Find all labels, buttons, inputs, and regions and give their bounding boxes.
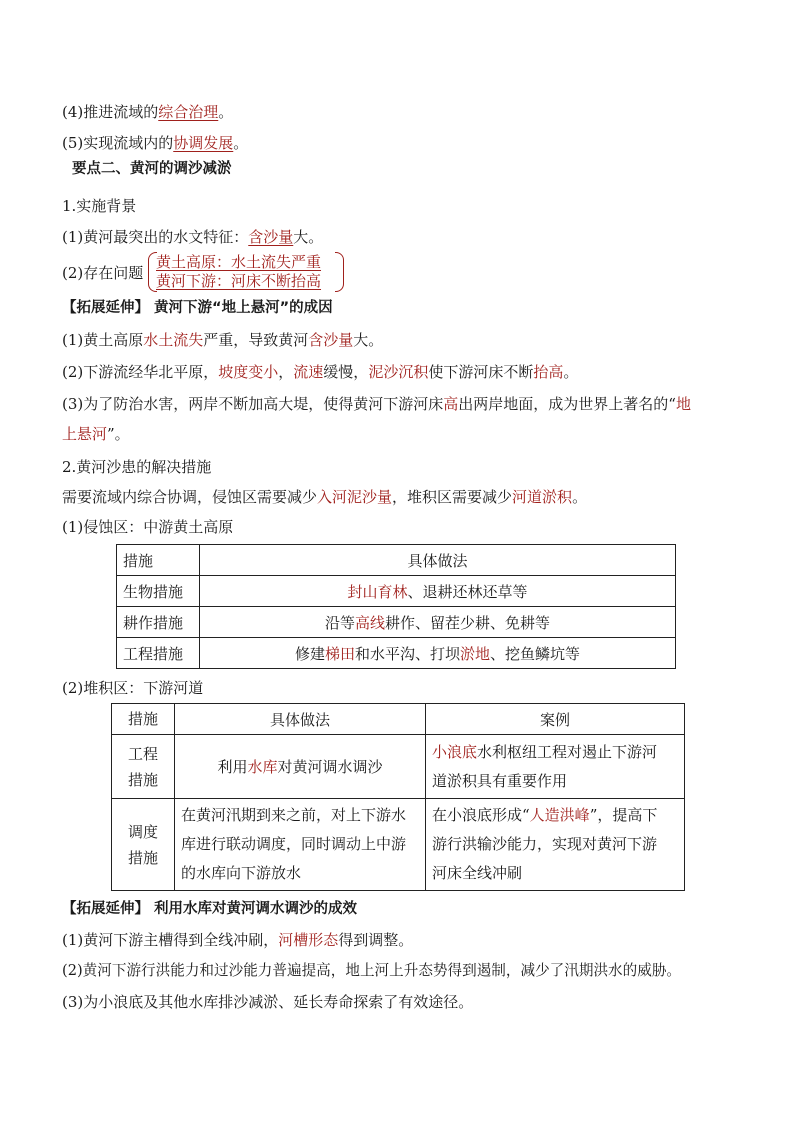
measure-detail: 利用水库对黄河调水调沙	[175, 735, 426, 799]
brace-item-2: 黄河下游：河床不断抬高	[156, 272, 322, 290]
subsection-2: 2.黄河沙患的解决措施	[62, 458, 212, 476]
table-header: 具体做法	[175, 704, 426, 735]
measure-name: 调度 措施	[112, 799, 175, 891]
table-row	[117, 638, 676, 669]
table-header: 具体做法	[200, 545, 676, 576]
measure-detail: 封山育林、退耕还林还草等	[200, 576, 676, 607]
effect-2: (2)黄河下游行洪能力和过沙能力普遍提高，地上河上升态势得到遏制，减少了汛期洪水的威胁。	[62, 962, 682, 979]
cause-3-cont: 上悬河”。	[62, 425, 130, 443]
deposition-area-label: (2)堆积区：下游河道	[62, 679, 204, 697]
extension-title-1: 【拓展延伸】 黄河下游“地上悬河”的成因	[62, 300, 333, 316]
cause-2: (2)下游流经华北平原，坡度变小，流速缓慢，泥沙沉积使下游河床不断抬高。	[62, 363, 579, 381]
table-row	[112, 799, 685, 891]
table-row	[112, 735, 685, 799]
measure-name: 工程 措施	[112, 735, 175, 799]
deposition-measures-table	[111, 703, 685, 891]
effect-1: (1)黄河下游主槽得到全线冲刷，河槽形态得到调整。	[62, 931, 414, 949]
subsection-1: 1.实施背景	[62, 197, 137, 215]
table-header: 案例	[426, 704, 685, 735]
feature-line: (1)黄河最突出的水文特征：含沙量大。	[62, 228, 324, 246]
problems-line: (2)存在问题	[62, 264, 144, 282]
table-header: 措施	[112, 704, 175, 735]
brace-right	[335, 252, 344, 292]
table-row	[117, 576, 676, 607]
effect-3: (3)为小浪底及其他水库排沙减淤、延长寿命探索了有效途径。	[62, 993, 474, 1011]
cause-1: (1)黄土高原水土流失严重，导致黄河含沙量大。	[62, 331, 384, 349]
measure-detail: 修建梯田和水平沟、打坝淤地、挖鱼鳞坑等	[200, 638, 676, 669]
cause-3: (3)为了防治水害，两岸不断加高大堤，使得黄河下游河床高出两岸地面，成为世界上著名的“地	[62, 395, 691, 413]
measure-name: 耕作措施	[117, 607, 200, 638]
table-header-row	[112, 704, 685, 735]
table-header: 措施	[117, 545, 200, 576]
measure-case: 在小浪底形成“人造洪峰”，提高下 游行洪输沙能力，实现对黄河下游 河床全线冲刷	[426, 799, 685, 891]
problems-brace	[148, 252, 344, 292]
point-5: (5)实现流域内的协调发展。	[62, 134, 249, 152]
section-heading-2: 要点二、黄河的调沙减淤	[72, 161, 232, 177]
point-4: (4)推进流域的综合治理。	[62, 103, 234, 121]
erosion-measures-table	[116, 544, 676, 669]
extension-title-2: 【拓展延伸】 利用水库对黄河调水调沙的成效	[62, 901, 358, 917]
measure-name: 工程措施	[117, 638, 200, 669]
table-header-row	[117, 545, 676, 576]
erosion-area-label: (1)侵蚀区：中游黄土高原	[62, 518, 234, 536]
solution-summary: 需要流域内综合协调，侵蚀区需要减少入河泥沙量，堆积区需要减少河道淤积。	[62, 488, 588, 506]
measure-detail: 沿等高线耕作、留茬少耕、免耕等	[200, 607, 676, 638]
measure-detail: 在黄河汛期到来之前，对上下游水 库进行联动调度，同时调动上中游 的水库向下游放水	[175, 799, 426, 891]
brace-item-1: 黄土高原：水土流失严重	[156, 253, 322, 271]
table-row	[117, 607, 676, 638]
measure-name: 生物措施	[117, 576, 200, 607]
measure-case: 小浪底水利枢纽工程对遏止下游河 道淤积具有重要作用	[426, 735, 685, 799]
